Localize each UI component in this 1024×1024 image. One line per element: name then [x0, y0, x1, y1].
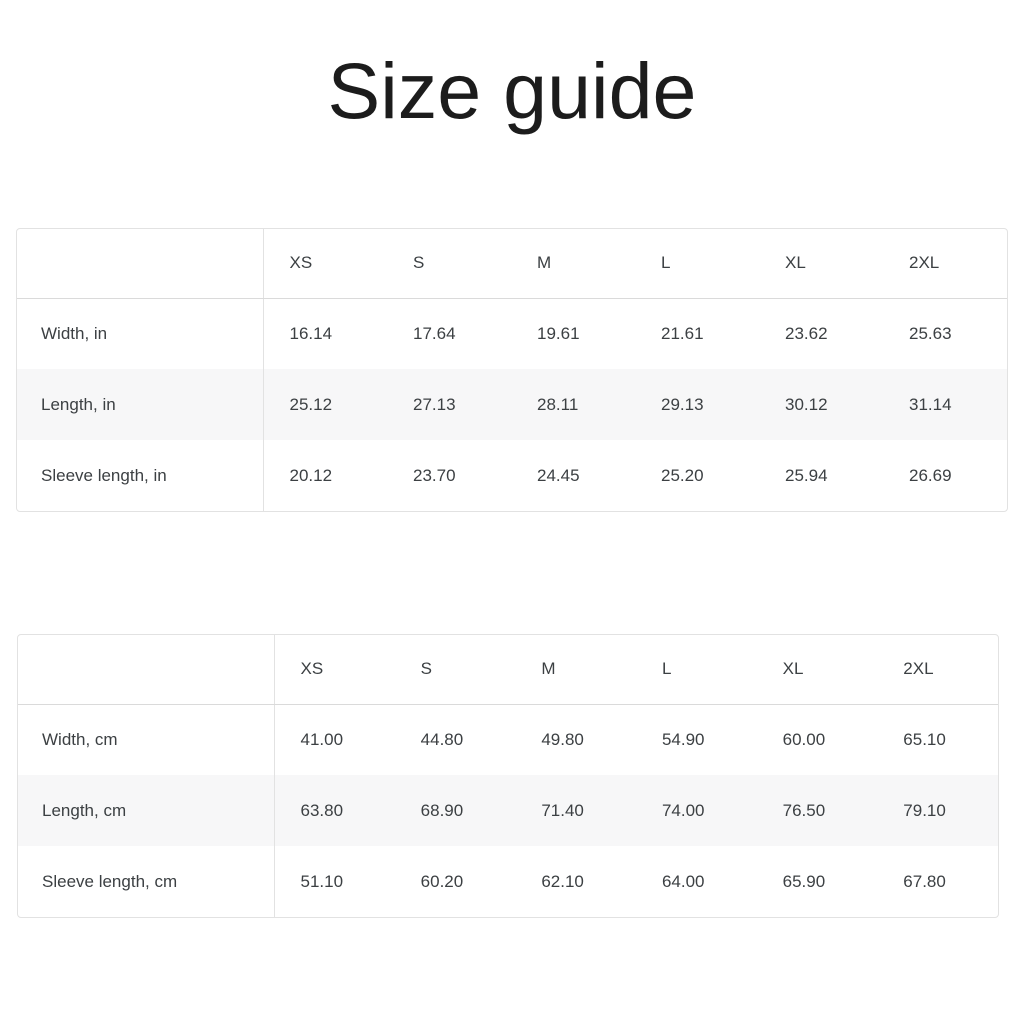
- size-value: 63.80: [300, 800, 344, 820]
- size-value: 20.12: [289, 465, 333, 485]
- table-row: [17, 440, 1007, 511]
- size-value: 76.50: [782, 800, 826, 820]
- table-header-row: [18, 635, 998, 704]
- column-header-s: S: [387, 229, 511, 298]
- size-value: 27.13: [413, 394, 456, 414]
- size-table-cm-table: [18, 635, 998, 917]
- size-value: 30.12: [785, 394, 828, 414]
- size-value: 67.80: [903, 871, 946, 891]
- size-value: 71.40: [541, 800, 584, 820]
- size-value: 19.61: [537, 323, 580, 343]
- column-header-2xl: 2XL: [877, 635, 998, 704]
- row-label: Width, in: [17, 298, 263, 369]
- size-value: 26.69: [909, 465, 952, 485]
- column-header-m: M: [511, 229, 635, 298]
- column-header-2xl: 2XL: [883, 229, 1007, 298]
- size-value: 51.10: [300, 871, 344, 891]
- size-value: 49.80: [541, 729, 584, 749]
- size-value: 25.94: [785, 465, 828, 485]
- table-row: [18, 846, 998, 917]
- size-value: 60.00: [782, 729, 826, 749]
- size-value: 23.70: [413, 465, 456, 485]
- column-header-s: S: [395, 635, 516, 704]
- table-header-row: [17, 229, 1007, 298]
- size-value: 64.00: [661, 871, 705, 891]
- size-value: 31.14: [909, 394, 952, 414]
- size-value: 25.20: [661, 465, 704, 485]
- size-value: 17.64: [413, 323, 456, 343]
- size-value: 54.90: [661, 729, 705, 749]
- corner-cell: [17, 229, 263, 298]
- column-header-l: L: [635, 229, 759, 298]
- column-header-xs: XS: [274, 635, 395, 704]
- size-value: 28.11: [537, 394, 579, 414]
- column-header-xs: XS: [263, 229, 387, 298]
- row-label: Sleeve length, in: [17, 440, 263, 511]
- size-value: 41.00: [300, 729, 344, 749]
- size-value: 74.00: [661, 800, 705, 820]
- column-header-xl: XL: [757, 635, 878, 704]
- size-value: 62.10: [541, 871, 584, 891]
- size-value: 23.62: [785, 323, 828, 343]
- size-value: 24.45: [537, 465, 580, 485]
- size-value: 68.90: [420, 800, 464, 820]
- size-table-cm: [17, 634, 999, 918]
- column-header-xl: XL: [759, 229, 883, 298]
- page-title: Size guide: [327, 46, 697, 135]
- table-row: [17, 298, 1007, 369]
- size-value: 65.90: [782, 871, 826, 891]
- row-label: Length, in: [17, 369, 263, 440]
- size-value: 21.61: [661, 323, 704, 343]
- row-label: Width, cm: [18, 704, 274, 775]
- size-value: 60.20: [420, 871, 464, 891]
- row-label: Sleeve length, cm: [18, 846, 274, 917]
- size-value: 79.10: [903, 800, 946, 820]
- size-table-inches: [16, 228, 1008, 512]
- table-row: [18, 704, 998, 775]
- size-table-inches-table: [17, 229, 1007, 511]
- size-value: 65.10: [903, 729, 946, 749]
- size-value: 16.14: [289, 323, 333, 343]
- column-header-m: M: [515, 635, 636, 704]
- size-value: 25.63: [909, 323, 952, 343]
- corner-cell: [18, 635, 274, 704]
- table-row: [17, 369, 1007, 440]
- size-value: 44.80: [420, 729, 464, 749]
- size-value: 25.12: [289, 394, 333, 414]
- row-label: Length, cm: [18, 775, 274, 846]
- table-row: [18, 775, 998, 846]
- column-header-l: L: [636, 635, 757, 704]
- size-value: 29.13: [661, 394, 704, 414]
